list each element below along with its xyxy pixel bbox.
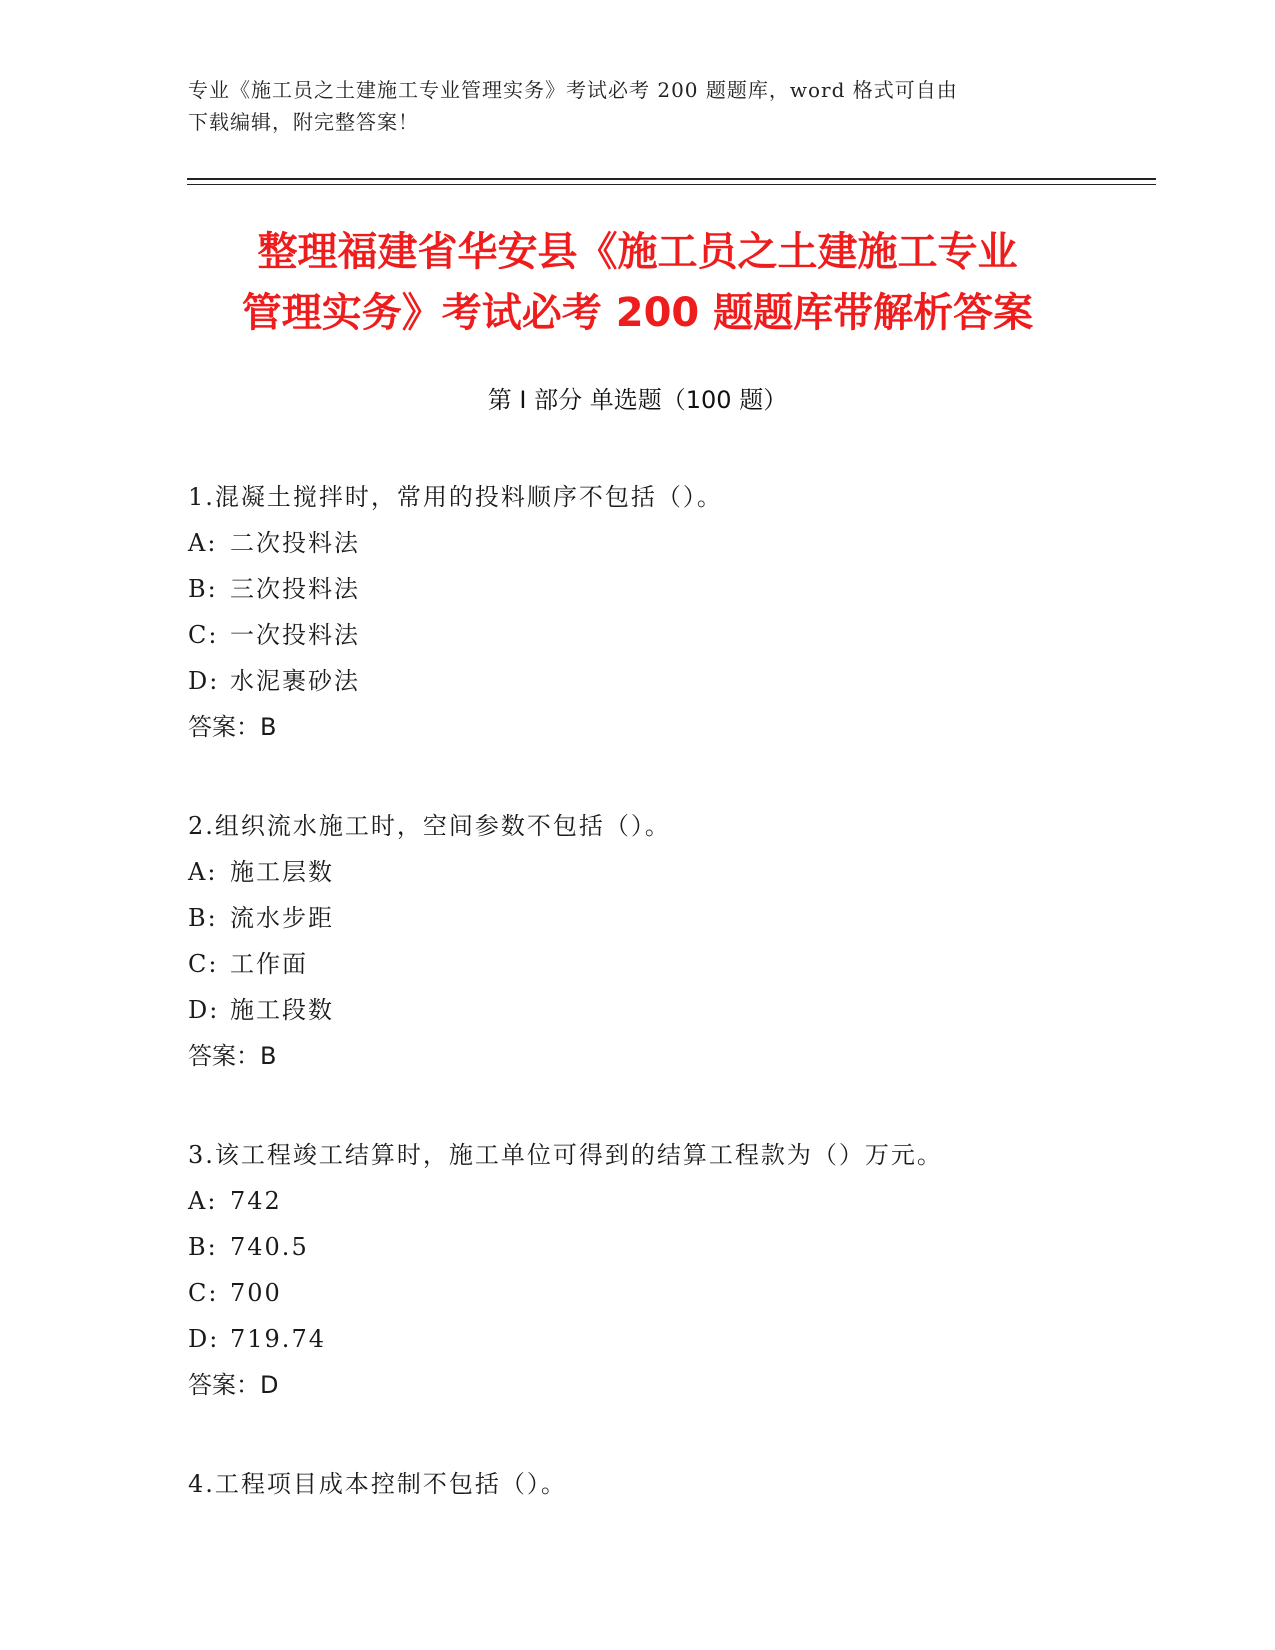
option-text: 工作面 <box>230 950 308 978</box>
option-text: 740.5 <box>230 1233 309 1261</box>
option-letter: C: <box>188 950 219 978</box>
option-a <box>188 849 1148 895</box>
option-letter: A: <box>188 858 218 886</box>
section-title: 第 I 部分 单选题（100 题） <box>487 386 788 414</box>
document-title <box>180 222 1095 344</box>
question-1 <box>188 474 1148 750</box>
question-2 <box>188 803 1148 1079</box>
question-stem: 1.混凝土搅拌时，常用的投料顺序不包括（）。 <box>188 483 723 511</box>
option-d <box>188 987 1148 1033</box>
divider-thin <box>187 184 1156 185</box>
option-letter: D: <box>188 1325 220 1353</box>
option-d <box>188 658 1148 704</box>
option-text: 742 <box>230 1187 282 1215</box>
question-3 <box>188 1132 1148 1408</box>
option-text: 三次投料法 <box>230 575 360 603</box>
option-text: 施工层数 <box>230 858 334 886</box>
answer: 答案：D <box>188 1371 279 1399</box>
option-text: 二次投料法 <box>230 529 360 557</box>
question-stem: 2.组织流水施工时，空间参数不包括（）。 <box>188 812 671 840</box>
option-letter: B: <box>188 575 218 603</box>
option-b <box>188 895 1148 941</box>
option-b <box>188 566 1148 612</box>
header-note-line-2: 下载编辑，附完整答案！ <box>188 110 419 134</box>
option-text: 719.74 <box>230 1325 326 1353</box>
option-c <box>188 612 1148 658</box>
option-text: 水泥裹砂法 <box>230 667 360 695</box>
header-note <box>188 74 1068 138</box>
option-letter: C: <box>188 1279 219 1307</box>
question-stem: 4.工程项目成本控制不包括（）。 <box>188 1470 567 1498</box>
option-b <box>188 1224 1148 1270</box>
option-text: 700 <box>230 1279 282 1307</box>
option-letter: C: <box>188 621 219 649</box>
option-letter: B: <box>188 904 218 932</box>
header-note-line-1: 专业《施工员之土建施工专业管理实务》考试必考 200 题题库，word 格式可自由 <box>188 78 958 102</box>
option-letter: A: <box>188 1187 218 1215</box>
option-letter: D: <box>188 996 220 1024</box>
option-text: 流水步距 <box>230 904 334 932</box>
document-title-line-1: 整理福建省华安县《施工员之土建施工专业 <box>257 229 1018 275</box>
divider-thick <box>187 178 1156 180</box>
option-c <box>188 1270 1148 1316</box>
option-d <box>188 1316 1148 1362</box>
question-4 <box>188 1461 1148 1507</box>
answer: 答案：B <box>188 1042 277 1070</box>
option-a <box>188 1178 1148 1224</box>
question-list <box>188 474 1148 1560</box>
question-stem: 3.该工程竣工结算时，施工单位可得到的结算工程款为（）万元。 <box>188 1141 943 1169</box>
option-letter: B: <box>188 1233 218 1261</box>
answer: 答案：B <box>188 713 277 741</box>
document-title-line-2: 管理实务》考试必考 200 题题库带解析答案 <box>241 290 1034 336</box>
option-text: 施工段数 <box>230 996 334 1024</box>
option-c <box>188 941 1148 987</box>
option-a <box>188 520 1148 566</box>
option-text: 一次投料法 <box>230 621 360 649</box>
option-letter: D: <box>188 667 220 695</box>
option-letter: A: <box>188 529 218 557</box>
